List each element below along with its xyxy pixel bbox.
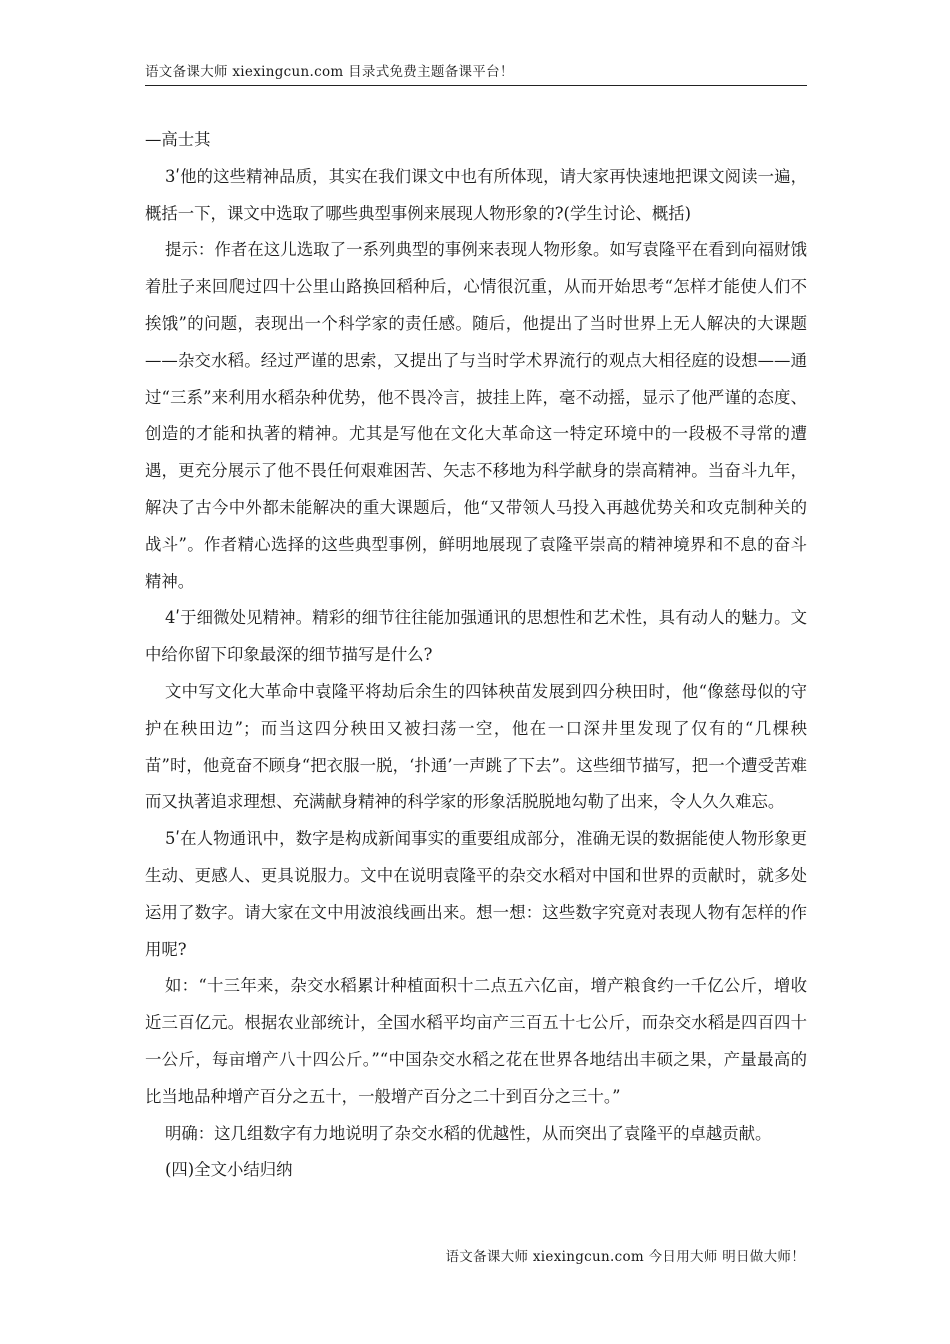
hint-paragraph: 提示：作者在这儿选取了一系列典型的事例来表现人物形象。如写袁隆平在看到向福财饿着肚子来回爬过四十公里山路换回稻种后，心情很沉重，从而开始思考“怎样才能使人们不挨饿”的问题，表现出一个科学家的责任感。随后，他提出了当时世界上无人解决的大课题——杂交水稻。经过严谨的思索，又提出了与当时学术界流行的观点大相径庭的设想——通过“三系”来利用水稻杂种优势，他不畏冷言，披挂上阵，毫不动摇，显示了他严谨的态度、创造的才能和执著的精神。尤其是写他在文化大革命这一特定环境中的一段极不寻常的遭遇，更充分展示了他不畏任何艰难困苦、矢志不移地为科学献身的崇高精神。当奋斗九年，解决了古今中外都未能解决的重大课题后，他“又带领人马投入再越优势关和攻克制种关的战斗”。作者精心选择的这些典型事例，鲜明地展现了袁隆平崇高的精神境界和不息的奋斗精神。 bbox=[145, 240, 807, 591]
answer-4: 文中写文化大革命中袁隆平将劫后余生的四钵秧苗发展到四分秧田时，他“像慈母似的守护在秧田边”；而当这四分秧田又被扫荡一空，他在一口深井里发现了仅有的“几棵秧苗”时，他竟奋不顾身“把衣服一脱，‘扑通’一声跳了下去”。这些细节描写，把一个遭受苦难而又执著追求理想、充满献身精神的科学家的形象活脱脱地勾勒了出来，令人久久难忘。 bbox=[145, 681, 807, 812]
document-body bbox=[145, 122, 807, 1189]
quote-attribution: —高士其 bbox=[145, 130, 211, 149]
example-paragraph: 如：“十三年来，杂交水稻累计种植面积十二点五六亿亩，增产粮食约一千亿公斤，增收近三百亿元。根据农业部统计，全国水稻平均亩产三百五十七公斤，而杂交水稻是四百四十一公斤，每亩增产八十四公斤。”“中国杂交水稻之花在世界各地结出丰硕之果，产量最高的比当地品种增产百分之五十，一般增产百分之二十到百分之三十。” bbox=[145, 976, 807, 1106]
page-footer: 语文备课大师 xiexingcun.com 今日用大师 明日做大师！ bbox=[445, 1249, 805, 1265]
header-divider bbox=[145, 85, 807, 86]
page-header: 语文备课大师 xiexingcun.com 目录式免费主题备课平台！ bbox=[145, 64, 514, 80]
question-5: 5ʹ在人物通讯中，数字是构成新闻事实的重要组成部分，准确无误的数据能使人物形象更生动、更感人、更具说服力。文中在说明袁隆平的杂交水稻对中国和世界的贡献时，就多处运用了数字。请大家在文中用波浪线画出来。想一想：这些数字究竟对表现人物有怎样的作用呢? bbox=[145, 829, 807, 959]
clarification-paragraph: 明确：这几组数字有力地说明了杂交水稻的优越性，从而突出了袁隆平的卓越贡献。 bbox=[165, 1123, 772, 1143]
question-4: 4ʹ于细微处见精神。精彩的细节往往能加强通讯的思想性和艺术性，具有动人的魅力。文中给你留下印象最深的细节描写是什么? bbox=[145, 608, 807, 665]
question-3: 3ʹ他的这些精神品质，其实在我们课文中也有所体现，请大家再快速地把课文阅读一遍，概括一下，课文中选取了哪些典型事例来展现人物形象的?(学生讨论、概括) bbox=[145, 166, 807, 223]
section-heading: (四)全文小结归纳 bbox=[165, 1160, 293, 1180]
